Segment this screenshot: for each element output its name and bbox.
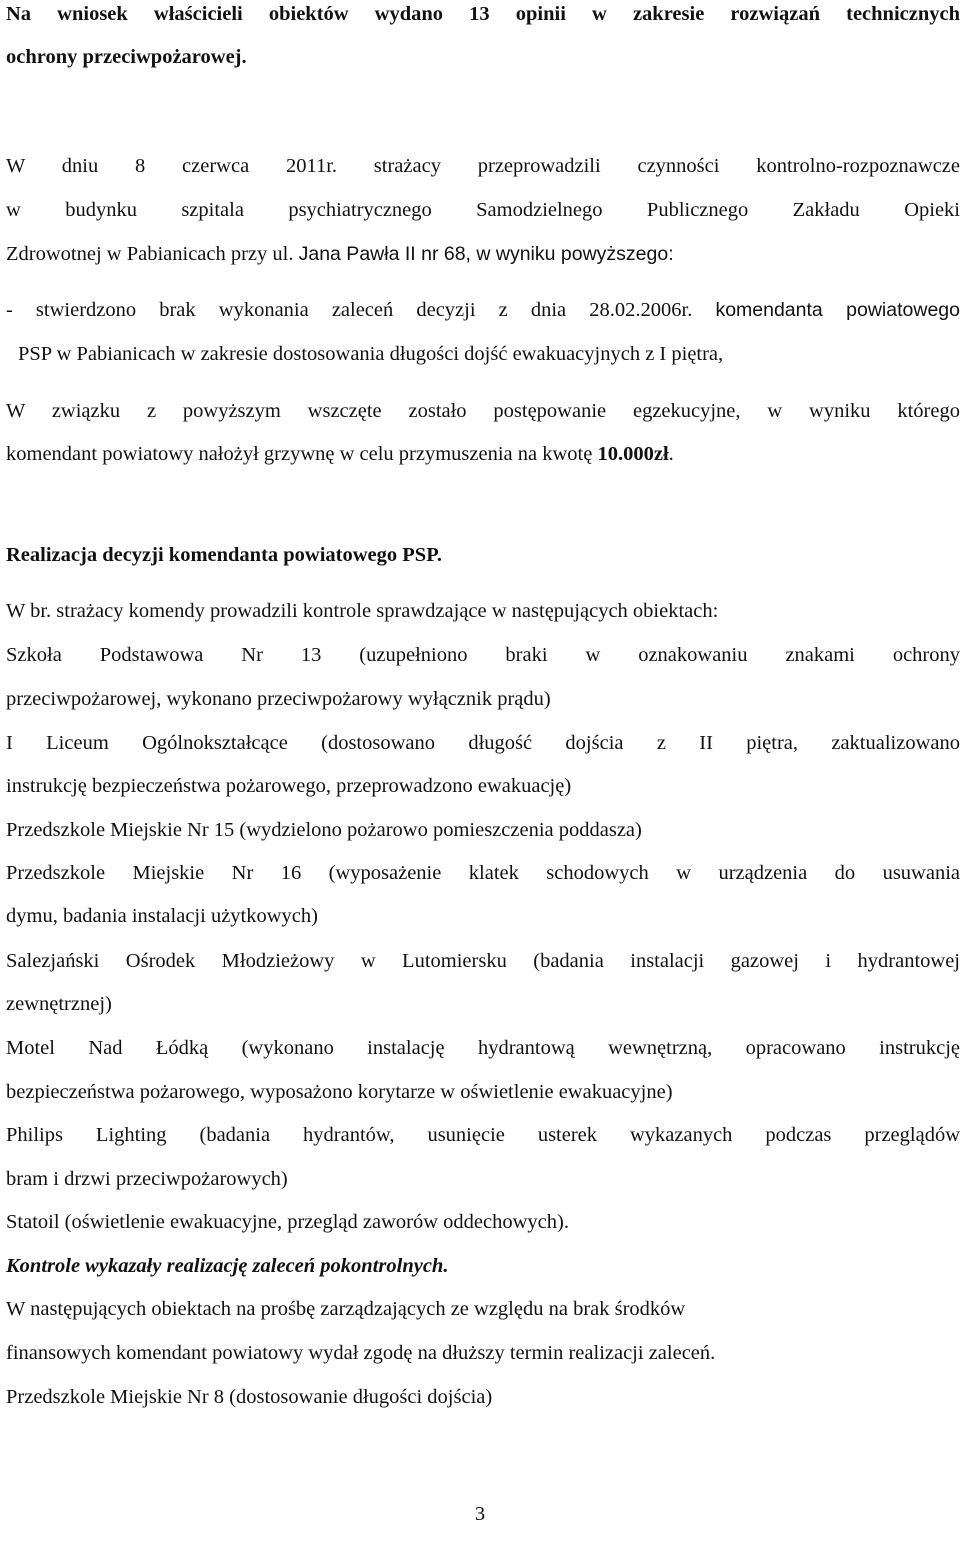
object-line: bram i drzwi przeciwpożarowych) [6, 1168, 288, 1190]
inspection-line-3-start: Zdrowotnej w Pabianicach przy ul. [6, 243, 294, 265]
inspection-line-3 [6, 240, 960, 268]
object-line: instrukcję bezpieczeństwa pożarowego, przeprowadzono ewakuację) [6, 775, 572, 797]
opinions-heading-line-2: ochrony przeciwpożarowej. [6, 46, 247, 68]
object-line: Przedszkole Miejskie Nr 16 (wyposażenie klatek schodowych w urządzenia do usuwania [6, 862, 960, 884]
section-title: Realizacja decyzji komendanta powiatowego PSP. [6, 544, 442, 566]
opinions-heading-line-1: Na wniosek właścicieli obiektów wydano 13 opinii w zakresie rozwiązań technicznych [6, 3, 960, 25]
extension-item: Przedszkole Miejskie Nr 8 (dostosowanie długości dojścia) [6, 1386, 493, 1408]
section-intro: W br. strażacy komendy prowadzili kontrole sprawdzające w następujących obiektach: [6, 600, 719, 622]
object-line: Przedszkole Miejskie Nr 15 (wydzielono pożarowo pomieszczenia poddasza) [6, 819, 642, 841]
extension-line-1: W następujących obiektach na prośbę zarządzających ze względu na brak środków [6, 1298, 686, 1320]
inspection-line-6: W związku z powyższym wszczęte zostało postępowanie egzekucyjne, w wyniku którego [6, 400, 960, 422]
object-line: Philips Lighting (badania hydrantów, usunięcie usterek wykazanych podczas przeglądów [6, 1124, 960, 1146]
fine-period: . [668, 443, 674, 465]
conclusion: Kontrole wykazały realizację zaleceń pokontrolnych. [6, 1255, 449, 1277]
fine-amount: 10.000zł [597, 443, 669, 465]
object-line: Statoil (oświetlenie ewakuacyjne, przegląd zaworów oddechowych). [6, 1211, 569, 1233]
object-line: bezpieczeństwa pożarowego, wyposażono korytarze w oświetlenie ewakuacyjne) [6, 1081, 673, 1103]
object-line: I Liceum Ogólnokształcące (dostosowano długość dojścia z II piętra, zaktualizowano [6, 732, 960, 754]
object-line: dymu, badania instalacji użytkowych) [6, 905, 318, 927]
fine-text: komendant powiatowy nałożył grzywnę w celu przymuszenia na kwotę [6, 443, 598, 465]
page-number: 3 [474, 1503, 486, 1525]
extension-line-2: finansowych komendant powiatowy wydał zgodę na dłuższy termin realizacji zaleceń. [6, 1342, 716, 1364]
inspection-line-2: w budynku szpitala psychiatrycznego Samodzielnego Publicznego Zakładu Opieki [6, 199, 960, 221]
object-line: zewnętrznej) [6, 993, 112, 1015]
object-line: przeciwpożarowej, wykonano przeciwpożarowy wyłącznik prądu) [6, 688, 551, 710]
inspection-line-7 [6, 440, 960, 468]
object-line: Motel Nad Łódką (wykonano instalację hydrantową wewnętrzną, opracowano instrukcję [6, 1037, 960, 1059]
inspection-line-4-start: - stwierdzono brak wykonania zaleceń decyzji z dnia 28.02.2006r. [6, 299, 693, 321]
inspection-line-4-end: komendanta powiatowego [715, 299, 960, 321]
inspection-line-1: W dniu 8 czerwca 2011r. strażacy przeprowadzili czynności kontrolno-rozpoznawcze [6, 155, 960, 177]
inspection-line-3-end: Jana Pawła II nr 68, w wyniku powyższego: [298, 243, 674, 265]
object-line: Szkoła Podstawowa Nr 13 (uzupełniono braki w oznakowaniu znakami ochrony [6, 644, 960, 666]
inspection-line-4 [6, 296, 960, 324]
object-line: Salezjański Ośrodek Młodzieżowy w Lutomiersku (badania instalacji gazowej i hydrantowej [6, 950, 960, 972]
inspection-line-5: PSP w Pabianicach w zakresie dostosowania długości dojść ewakuacyjnych z I piętra, [18, 343, 724, 365]
